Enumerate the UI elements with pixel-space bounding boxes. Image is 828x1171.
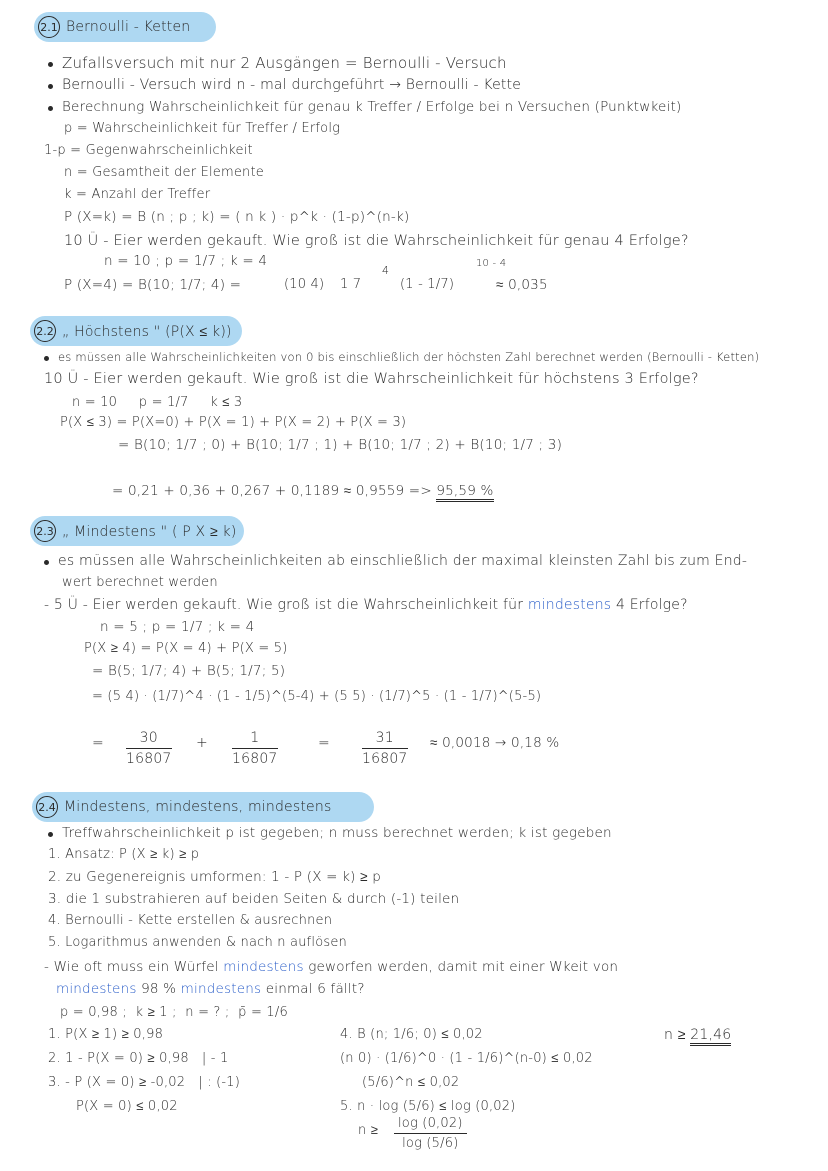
fraction-numerator: 31 — [362, 730, 408, 749]
section-title: Bernoulli - Ketten — [66, 19, 191, 35]
fraction-2 — [232, 730, 278, 767]
text-line: es müssen alle Wahrscheinlichkeiten von 0 bis einschließlich der höchsten Zahl berechnet werden (Bernoulli - Ketten) — [58, 350, 760, 364]
fraction-denominator: 16807 — [126, 751, 172, 767]
given-values: n = 10 ; p = 1/7 ; k = 4 — [104, 253, 268, 269]
text-line: k = Anzahl der Treffer — [64, 187, 211, 202]
given-values: n = 10 p = 1/7 k ≤ 3 — [72, 395, 243, 410]
text-line: p = Wahrscheinlichkeit für Treffer / Erfolg — [64, 121, 341, 136]
right-step: (n 0) · (1/6)^0 · (1 - 1/6)^(n-0) ≤ 0,02 — [340, 1051, 593, 1066]
fraction-numerator: 1 — [232, 730, 278, 749]
example-highlight: mindestens — [56, 981, 137, 997]
fraction-denominator: 16807 — [362, 751, 408, 767]
bullet-icon — [44, 560, 49, 565]
final-answer — [664, 1026, 731, 1044]
answer-value: 21,46 — [690, 1027, 731, 1046]
example-question — [64, 232, 689, 250]
left-step: 1. P(X ≥ 1) ≥ 0,98 — [48, 1027, 164, 1042]
calc-binom: (10 4) — [284, 277, 325, 292]
equals-sign: = — [318, 735, 330, 751]
fraction-3 — [362, 730, 408, 767]
formula-line: P (X=k) = B (n ; p ; k) = ( n k ) · p^k · (1-p)^(n-k) — [64, 209, 410, 225]
section-title: „ Mindestens " ( P X ≥ k) — [62, 523, 237, 540]
calc-left: P (X=4) = B(10; 1/7; 4) = — [64, 277, 242, 293]
calc-frac2: (1 - 1/7) — [400, 277, 455, 292]
text-line: Zufallsversuch mit nur 2 Ausgängen = Bernoulli - Versuch — [62, 54, 507, 72]
text-line: Berechnung Wahrscheinlichkeit für genau k Treffer / Erfolge bei n Versuchen (Punktwkeit) — [62, 99, 682, 115]
example-text: geworfen werden, damit mit einer Wkeit von — [308, 959, 619, 975]
section-header-2-3 — [30, 516, 244, 546]
sum-line: P(X ≥ 4) = P(X = 4) + P(X = 5) — [84, 641, 288, 656]
result-line — [112, 482, 494, 500]
fraction-denominator: 16807 — [232, 751, 278, 767]
fraction-denominator: log (5/6) — [402, 1136, 459, 1151]
plus-sign: + — [196, 735, 208, 751]
example-text-end: 4 Erfolge? — [615, 597, 688, 613]
example-highlight: mindestens — [527, 597, 612, 613]
right-step: (5/6)^n ≤ 0,02 — [362, 1075, 460, 1090]
section-header-2-2 — [30, 316, 242, 346]
bullet-icon — [48, 832, 53, 837]
given-values: p = 0,98 ; k ≥ 1 ; n = ? ; p̄ = 1/6 — [60, 1005, 288, 1020]
calc-result: ≈ 0,035 — [496, 277, 548, 293]
answer-prefix: n ≥ — [664, 1027, 686, 1043]
left-step: 2. 1 - P(X = 0) ≥ 0,98 | - 1 — [48, 1051, 229, 1066]
example-text: einmal 6 fällt? — [265, 981, 365, 997]
sum-line-2: = B(10; 1/7 ; 0) + B(10; 1/7 ; 1) + B(10; 1/7 ; 2) + B(10; 1/7 ; 3) — [118, 437, 563, 453]
right-step: 5. n · log (5/6) ≤ log (0,02) — [340, 1099, 516, 1114]
sum-line-2: = B(5; 1/7; 4) + B(5; 1/7; 5) — [92, 663, 286, 679]
example-text: 98 % — [141, 981, 177, 997]
section-number-badge: 2.4 — [36, 796, 58, 818]
text-line: n = Gesamtheit der Elemente — [64, 165, 264, 180]
left-step: 3. - P (X = 0) ≥ -0,02 | : (-1) — [48, 1075, 240, 1090]
right-step-pre: n ≥ — [358, 1123, 379, 1138]
sum-line: P(X ≤ 3) = P(X=0) + P(X = 1) + P(X = 2) + P(X = 3) — [60, 415, 407, 430]
exponent-note: 10 - 4 — [476, 258, 507, 269]
example-question-2 — [56, 980, 365, 998]
text-line: Treffwahrscheinlichkeit p ist gegeben; n muss berechnet werden; k ist gegeben — [62, 825, 612, 841]
example-question — [44, 958, 618, 976]
step-line: 1. Ansatz: P (X ≥ k) ≥ p — [48, 847, 200, 862]
right-step: 4. B (n; 1/6; 0) ≤ 0,02 — [340, 1027, 483, 1042]
bullet-icon — [44, 356, 49, 361]
text-line: wert berechnet werden — [62, 575, 218, 590]
calc-frac1: 1 7 — [340, 277, 362, 292]
fraction-numerator: 30 — [126, 730, 172, 749]
example-question: 10 Ü - Eier werden gekauft. Wie groß ist die Wahrscheinlichkeit für höchstens 3 Erfolge? — [44, 371, 699, 387]
bullet-icon — [48, 62, 53, 67]
fraction-numerator: log (0,02) — [394, 1116, 467, 1134]
section-number-badge: 2.2 — [34, 320, 56, 342]
section-number-badge: 2.3 — [34, 520, 56, 542]
section-header-2-4 — [32, 792, 374, 822]
text-line: 1-p = Gegenwahrscheinlichkeit — [44, 143, 253, 158]
log-fraction — [394, 1116, 467, 1151]
calc-exp: 4 — [382, 264, 390, 277]
bullet-icon — [48, 106, 53, 111]
example-text: - 5 Ü - Eier werden gekauft. Wie groß ist die Wahrscheinlichkeit für — [44, 597, 524, 613]
given-values: n = 5 ; p = 1/7 ; k = 4 — [100, 619, 255, 635]
example-text: - Wie oft muss ein Würfel — [44, 959, 219, 975]
bullet-icon — [48, 84, 53, 89]
left-step: P(X = 0) ≤ 0,02 — [76, 1099, 178, 1114]
example-text: 10 Ü - Eier werden gekauft. Wie groß ist die Wahrscheinlichkeit für genau 4 Erfolge? — [64, 233, 689, 249]
example-highlight: mindestens — [223, 959, 304, 975]
sum-line-3: = (5 4) · (1/7)^4 · (1 - 1/5)^(5-4) + (5 5) · (1/7)^5 · (1 - 1/7)^(5-5) — [92, 689, 542, 704]
step-line: 4. Bernoulli - Kette erstellen & ausrechnen — [48, 913, 333, 928]
example-question — [44, 596, 688, 614]
equals-sign: = — [92, 735, 104, 751]
section-header-2-1 — [34, 12, 216, 42]
step-line: 2. zu Gegenereignis umformen: 1 - P (X = k) ≥ p — [48, 869, 381, 885]
step-line: 3. die 1 substrahieren auf beiden Seiten & durch (-1) teilen — [48, 891, 460, 907]
section-title: „ Höchstens " (P(X ≤ k)) — [62, 323, 232, 340]
fraction-1 — [126, 730, 172, 767]
text-line: Bernoulli - Versuch wird n - mal durchgeführt → Bernoulli - Kette — [62, 77, 522, 93]
step-line: 5. Logarithmus anwenden & nach n auflösen — [48, 935, 347, 950]
text-line: es müssen alle Wahrscheinlichkeiten ab einschließlich der maximal kleinsten Zahl bis zum End- — [58, 553, 748, 569]
example-highlight: mindestens — [180, 981, 262, 997]
result-text: = 0,21 + 0,36 + 0,267 + 0,1189 ≈ 0,9559 => — [112, 483, 432, 499]
result-value: ≈ 0,0018 → 0,18 % — [430, 735, 560, 751]
section-number-badge: 2.1 — [38, 16, 60, 38]
section-title: Mindestens, mindestens, mindestens — [64, 799, 332, 815]
result-value: 95,59 % — [436, 483, 493, 502]
